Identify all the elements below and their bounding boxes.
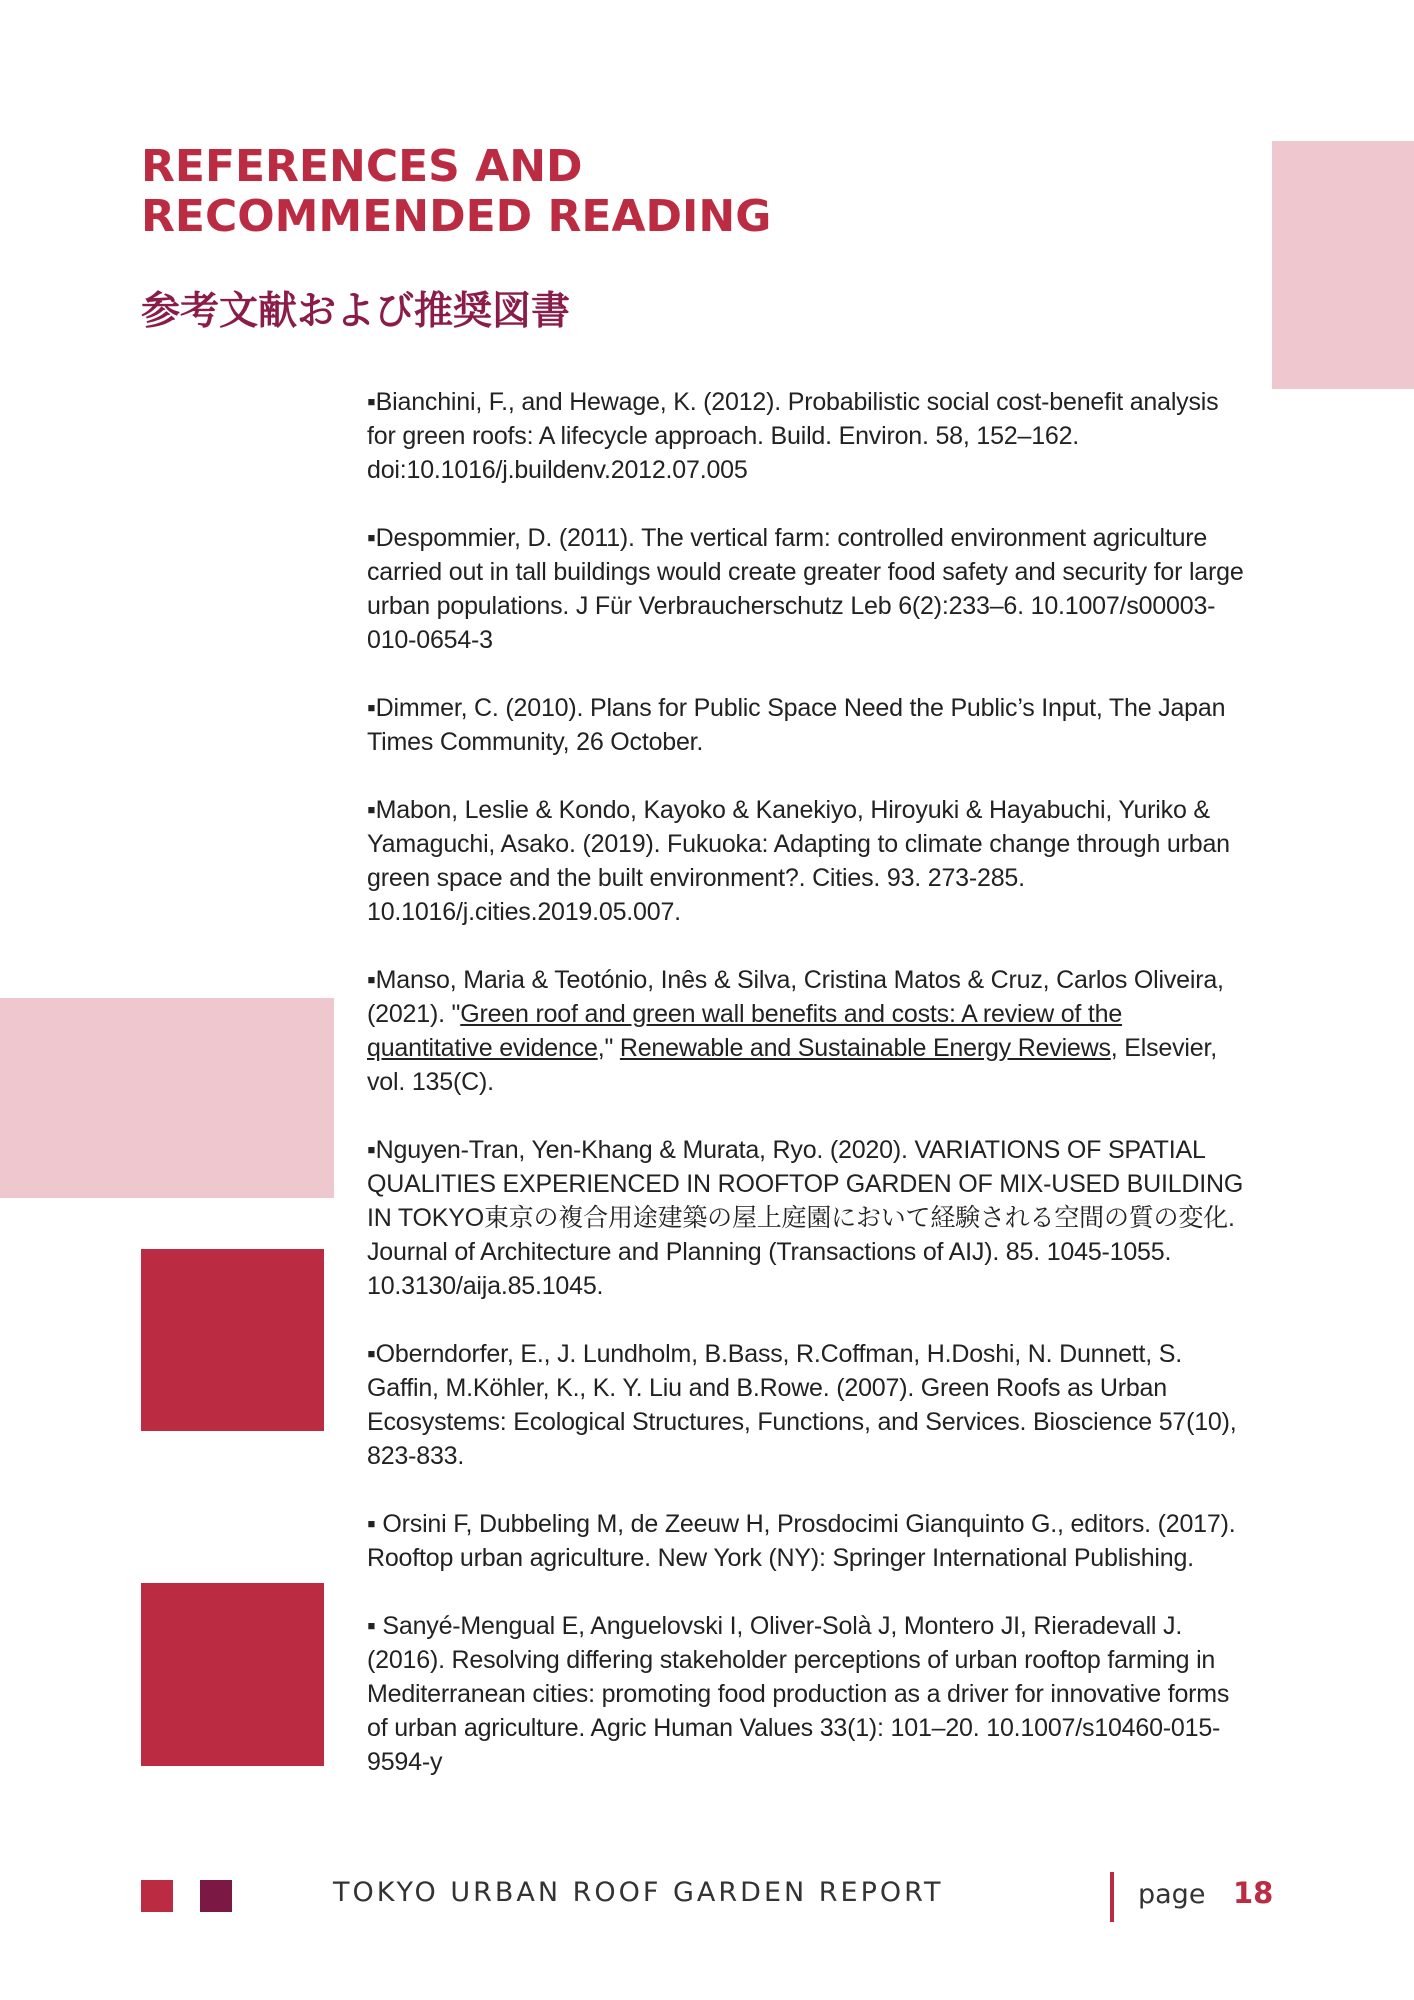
footer-red-square	[141, 1880, 173, 1912]
reference-list	[367, 385, 1252, 1813]
reference-suffix: , Elsevier, vol. 135(C).	[367, 1034, 1217, 1096]
reference-item: ▪ Sanyé-Mengual E, Anguelovski I, Oliver-Solà J, Montero JI, Rieradevall J. (2016). Resolving differing stakeholder perceptions of urban rooftop farming in Mediterranean cities: promoting food production as a driver for innovative forms of urban agriculture. Agric Human Values 33(1): 101–20. 10.1007/s10460-015-9594-y	[367, 1612, 1230, 1776]
decorative-pink-block-top	[1272, 141, 1414, 389]
reference-separator: ,"	[597, 1034, 620, 1062]
decorative-pink-block-left	[0, 998, 334, 1198]
reference-item: ▪ Orsini F, Dubbeling M, de Zeeuw H, Prosdocimi Gianquinto G., editors. (2017). Rooftop urban agriculture. New York (NY): Springer International Publishing.	[367, 1510, 1236, 1572]
footer-page-number: 18	[1233, 1876, 1274, 1910]
decorative-red-block-lower	[141, 1583, 324, 1766]
reference-item	[367, 963, 1252, 1099]
page-subtitle-japanese: 参考文献および推奨図書	[141, 289, 571, 334]
page-title-line-2: RECOMMENDED READING	[141, 191, 772, 242]
page-title-line-1: REFERENCES AND	[141, 141, 583, 192]
footer-report-title: TOKYO URBAN ROOF GARDEN REPORT	[333, 1877, 944, 1908]
reference-prefix: ▪Manso, Maria & Teotónio, Inês & Silva, Cristina Matos & Cruz, Carlos Oliveira, (2021). "	[367, 966, 1224, 1028]
reference-article-link[interactable]: Green roof and green wall benefits and costs: A review of the quantitative evidence	[367, 1000, 1123, 1062]
page-title	[141, 142, 1041, 242]
footer-divider	[1110, 1872, 1114, 1922]
reference-item: ▪Bianchini, F., and Hewage, K. (2012). Probabilistic social cost-benefit analysis for green roofs: A lifecycle approach. Build. Environ. 58, 152–162. doi:10.1016/j.buildenv.2012.07.005	[367, 388, 1219, 484]
footer-page-label: page	[1138, 1879, 1206, 1910]
reference-item: ▪Oberndorfer, E., J. Lundholm, B.Bass, R.Coffman, H.Doshi, N. Dunnett, S. Gaffin, M.Köhler, K., K. Y. Liu and B.Rowe. (2007). Green Roofs as Urban Ecosystems: Ecological Structures, Functions, and Services. Bioscience 57(10), 823-833.	[367, 1340, 1237, 1470]
footer-plum-square	[200, 1880, 232, 1912]
reference-item: ▪Nguyen-Tran, Yen-Khang & Murata, Ryo. (2020). VARIATIONS OF SPATIAL QUALITIES EXPERIENCED IN ROOFTOP GARDEN OF MIX-USED BUILDING IN TOKYO東京の複合用途建築の屋上庭園において経験される空間の質の変化. Journal of Architecture and Planning (Transactions of AIJ). 85. 1045-1055. 10.3130/aija.85.1045.	[367, 1136, 1244, 1300]
reference-item: ▪Despommier, D. (2011). The vertical farm: controlled environment agriculture carried out in tall buildings would create greater food safety and security for large urban populations. J Für Verbraucherschutz Leb 6(2):233–6. 10.1007/s00003-010-0654-3	[367, 524, 1244, 654]
reference-item: ▪Dimmer, C. (2010). Plans for Public Space Need the Public’s Input, The Japan Times Community, 26 October.	[367, 694, 1226, 756]
decorative-red-block-upper	[141, 1249, 324, 1431]
reference-journal-link[interactable]: Renewable and Sustainable Energy Reviews	[619, 1034, 1111, 1062]
reference-item: ▪Mabon, Leslie & Kondo, Kayoko & Kanekiyo, Hiroyuki & Hayabuchi, Yuriko & Yamaguchi, Asako. (2019). Fukuoka: Adapting to climate change through urban green space and the built environment?. Cities. 93. 273-285. 10.1016/j.cities.2019.05.007.	[367, 796, 1230, 926]
